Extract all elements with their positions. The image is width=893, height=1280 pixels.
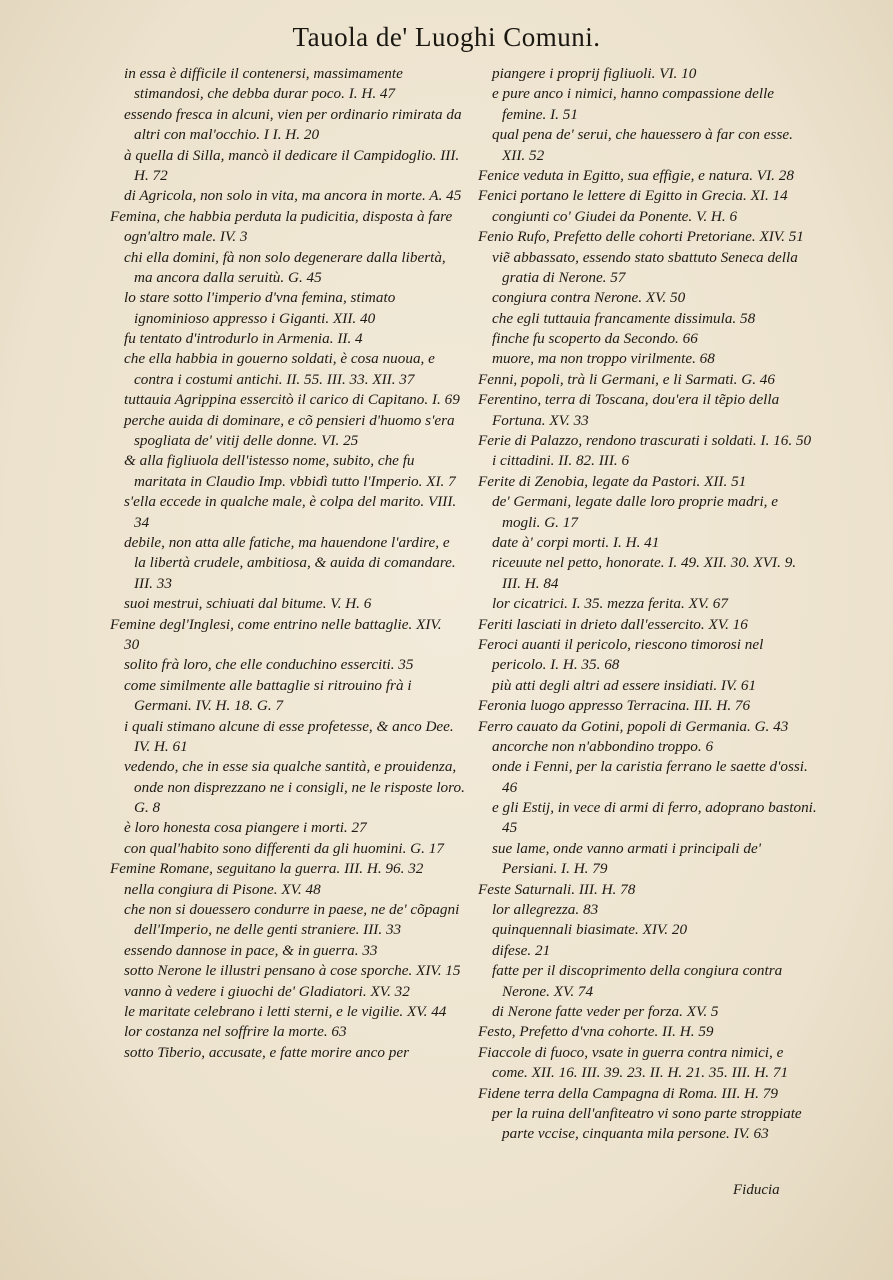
index-entry-line: la libertà crudele, ambitiosa, & auida di comandare.: [134, 554, 456, 572]
index-entry-line: s'ella eccede in qualche male, è colpa del marito. VIII.: [124, 493, 457, 511]
page-title: Tauola de' Luoghi Comuni.: [292, 22, 601, 52]
index-entry-line: sue lame, onde vanno armati i principali de': [492, 839, 761, 857]
index-entry-line: Fenice veduta in Egitto, sua effigie, e natura. VI. 28: [478, 166, 794, 184]
index-entry-line: i cittadini. II. 82. III. 6: [492, 452, 630, 470]
index-entry-line: Ferie di Palazzo, rendono trascurati i soldati. I. 16. 50: [478, 432, 812, 450]
index-entry-line: è loro honesta cosa piangere i morti. 27: [124, 819, 367, 837]
index-entry: [478, 737, 828, 757]
index-entry-line: XII. 52: [502, 146, 545, 164]
index-entry-line: ma ancora dalla seruitù. G. 45: [134, 268, 322, 286]
index-entry-line: come similmente alle battaglie si ritrouino frà i: [124, 676, 412, 694]
index-entry: [478, 349, 828, 369]
index-entry-line: 30: [124, 635, 140, 653]
index-entry-line: lor cicatrici. I. 35. mezza ferita. XV. 67: [492, 595, 728, 613]
index-entry-line: difese. 21: [492, 941, 551, 959]
index-entry: [110, 594, 472, 614]
index-entry: [110, 1002, 472, 1022]
index-entry: [478, 64, 828, 84]
index-entry: [478, 920, 828, 940]
index-entry: [110, 818, 472, 838]
index-entry-line: Ferentino, terra di Toscana, dou'era il tẽpio della: [478, 391, 780, 409]
index-entry-line: i quali stimano alcune di esse profetesse, & anco Dee.: [124, 717, 454, 735]
index-entry-line: lo stare sotto l'imperio d'vna femina, stimato: [124, 289, 396, 307]
index-entry: [478, 615, 828, 635]
index-entry-line: Fidene terra della Campagna di Roma. III. H. 79: [478, 1084, 778, 1102]
index-entry-line: Feronia luogo appresso Terracina. III. H. 76: [478, 697, 751, 715]
index-entry: [110, 451, 472, 492]
index-entry-line: finche fu scoperto da Secondo. 66: [492, 330, 698, 348]
index-entry: [110, 757, 472, 818]
index-entry: [110, 839, 472, 859]
index-entry-line: Femine Romane, seguitano la guerra. III. H. 96. 32: [110, 860, 424, 878]
index-entry: [478, 309, 828, 329]
index-entry: [110, 1022, 472, 1042]
index-entry: [110, 941, 472, 961]
index-entry-line: femine. I. 51: [502, 105, 578, 123]
index-entry: [478, 227, 828, 247]
index-entry-line: vanno à vedere i giuochi de' Gladiatori. XV. 32: [124, 982, 410, 1000]
index-entry-line: Fortuna. XV. 33: [492, 411, 589, 429]
index-entry: [110, 880, 472, 900]
index-entry-line: perche auida di dominare, e cõ pensieri d'huomo s'era: [124, 411, 455, 429]
index-entry: [110, 533, 472, 594]
index-entry-line: de' Germani, legate dalle loro proprie madri, e: [492, 493, 779, 511]
index-entry: [478, 1002, 828, 1022]
index-entry-line: e pure anco i nimici, hanno compassione delle: [492, 85, 775, 103]
index-entry-line: debile, non atta alle fatiche, ma hauendone l'ardire, e: [124, 533, 450, 551]
index-entry-line: di Agricola, non solo in vita, ma ancora in morte. A. 45: [124, 187, 462, 205]
index-entry: [478, 1104, 828, 1145]
index-entry-line: viẽ abbassato, essendo stato sbattuto Seneca della: [492, 248, 798, 266]
index-entry: [110, 900, 472, 941]
index-entry-line: nella congiura di Pisone. XV. 48: [124, 880, 321, 898]
index-entry: [478, 717, 828, 737]
index-entry: [478, 635, 828, 676]
index-entry-line: G. 8: [134, 799, 161, 817]
index-entry-line: onde non disprezzano ne i consigli, ne le risposte loro.: [134, 778, 465, 796]
index-entry-line: III. H. 84: [502, 574, 559, 592]
index-entry-line: ignominioso appresso i Giganti. XII. 40: [134, 309, 376, 327]
index-entry-line: IV. H. 61: [134, 737, 188, 755]
index-entry: [478, 329, 828, 349]
index-entry-line: mogli. G. 17: [502, 513, 578, 531]
index-entry: [110, 492, 472, 533]
index-entry-line: quinquennali biasimate. XIV. 20: [492, 921, 688, 939]
index-entry: [478, 839, 828, 880]
index-entry: [478, 757, 828, 798]
index-entry-line: date à' corpi morti. I. H. 41: [492, 533, 660, 551]
index-entry-line: con qual'habito sono differenti da gli huomini. G. 17: [124, 839, 444, 857]
index-entry-line: Nerone. XV. 74: [502, 982, 594, 1000]
index-entry-line: che ella habbia in gouerno soldati, è cosa nuoua, e: [124, 350, 435, 368]
index-entry: [110, 676, 472, 717]
index-entry: [110, 859, 472, 879]
index-entry-line: dell'Imperio, ne delle genti straniere. III. 33: [134, 921, 402, 939]
index-entry-line: Festo, Prefetto d'vna cohorte. II. H. 59: [478, 1023, 714, 1041]
index-entry-line: muore, ma non troppo virilmente. 68: [492, 350, 715, 368]
index-entry-line: Feriti lasciati in drieto dall'essercito. XV. 16: [478, 615, 748, 633]
index-entry: [478, 798, 828, 839]
index-entry-line: le maritate celebrano i letti sterni, e le vigilie. XV. 44: [124, 1002, 447, 1020]
index-entry-line: che non si douessero condurre in paese, ne de' cõpagni: [124, 901, 460, 919]
index-entry: [478, 594, 828, 614]
index-entry: [110, 615, 472, 656]
index-entry: [478, 390, 828, 431]
index-entry-line: solito frà loro, che elle conduchino esserciti. 35: [124, 656, 414, 674]
index-entry-line: qual pena de' serui, che hauessero à far con esse.: [492, 126, 793, 144]
index-entry: [478, 1043, 828, 1084]
index-entry-line: Fenici portano le lettere di Egitto in Grecia. XI. 14: [478, 187, 788, 205]
index-entry: [110, 248, 472, 289]
index-entry-line: riceuute nel petto, honorate. I. 49. XII. 30. XVI. 9.: [492, 554, 797, 572]
index-entry: [110, 207, 472, 248]
index-entry: [478, 533, 828, 553]
index-entry: [110, 146, 472, 187]
index-entry: [110, 717, 472, 758]
index-entry-line: Feste Saturnali. III. H. 78: [478, 880, 636, 898]
index-entry: [110, 390, 472, 410]
index-entry: [478, 84, 828, 125]
index-entry-line: à quella di Silla, mancò il dedicare il Campidoglio. III.: [124, 146, 460, 164]
catchword: Fiducia: [733, 1182, 780, 1198]
index-entry: [478, 1084, 828, 1104]
index-entry-line: Fiaccole di fuoco, vsate in guerra contra nimici, e: [478, 1043, 784, 1061]
index-entry-line: ogn'altro male. IV. 3: [124, 228, 248, 246]
index-column-right: [478, 64, 828, 1145]
index-entry: [478, 696, 828, 716]
index-entry-line: fatte per il discoprimento della congiura contra: [492, 962, 783, 980]
index-entry-line: tuttauia Agrippina essercitò il carico di Capitano. I. 69: [124, 391, 460, 409]
index-entry-line: maritata in Claudio Imp. vbbidì tutto l'Imperio. XI. 7: [134, 472, 456, 490]
index-entry-line: Femina, che habbia perduta la pudicitia, disposta à fare: [110, 207, 453, 225]
index-entry-line: come. XII. 16. III. 39. 23. II. H. 21. 35. III. H. 71: [492, 1064, 789, 1082]
index-entry-line: fu tentato d'introdurlo in Armenia. II. 4: [124, 330, 363, 348]
index-entry-line: Fenio Rufo, Prefetto delle cohorti Pretoriane. XIV. 51: [478, 228, 804, 246]
index-entry-line: & alla figliuola dell'istesso nome, subito, che fu: [124, 452, 415, 470]
index-entry-line: gratia di Nerone. 57: [502, 268, 626, 286]
index-entry-line: altri con mal'occhio. I I. H. 20: [134, 126, 320, 144]
index-entry-line: che egli tuttauia francamente dissimula. 58: [492, 309, 756, 327]
index-entry: [478, 961, 828, 1002]
index-entry-line: Fenni, popoli, trà li Germani, e li Sarmati. G. 46: [478, 370, 775, 388]
index-entry: [110, 411, 472, 452]
index-entry-line: ancorche non n'abbondino troppo. 6: [492, 737, 714, 755]
index-entry-line: Persiani. I. H. 79: [502, 860, 608, 878]
index-entry: [478, 207, 828, 227]
index-entry-line: sotto Nerone le illustri pensano à cose sporche. XIV. 15: [124, 962, 461, 980]
index-entry-line: suoi mestrui, schiuati dal bitume. V. H. 6: [124, 595, 372, 613]
index-entry: [110, 961, 472, 981]
index-entry-line: lor allegrezza. 83: [492, 901, 599, 919]
index-entry: [478, 288, 828, 308]
index-entry: [110, 349, 472, 390]
index-entry-line: III. 33: [134, 574, 172, 592]
index-entry-line: Feroci auanti il pericolo, riescono timorosi nel: [478, 635, 764, 653]
index-entry: [478, 880, 828, 900]
index-entry: [110, 329, 472, 349]
index-entry-line: e gli Estij, in vece di armi di ferro, adoprano bastoni.: [492, 799, 817, 817]
index-entry-line: stimandosi, che debba durar poco. I. H. 47: [134, 85, 396, 103]
index-entry: [110, 105, 472, 146]
index-column-left: [110, 64, 472, 1063]
index-entry: [478, 1022, 828, 1042]
index-entry-line: di Nerone fatte veder per forza. XV. 5: [492, 1002, 719, 1020]
index-entry-line: più atti degli altri ad essere insidiati. IV. 61: [492, 676, 757, 694]
index-entry-line: pericolo. I. H. 35. 68: [492, 656, 620, 674]
index-entry-line: sotto Tiberio, accusate, e fatte morire anco per: [124, 1043, 410, 1061]
index-entry: [478, 166, 828, 186]
index-entry-line: parte vccise, cinquanta mila persone. IV. 63: [502, 1125, 769, 1143]
index-entry-line: 34: [134, 513, 150, 531]
index-entry: [110, 186, 472, 206]
index-entry-line: in essa è difficile il contenersi, massimamente: [124, 65, 403, 82]
index-entry-line: congiura contra Nerone. XV. 50: [492, 289, 686, 307]
index-entry-line: essendo dannose in pace, & in guerra. 33: [124, 941, 378, 959]
index-entry-line: piangere i proprij figliuoli. VI. 10: [492, 65, 697, 82]
index-entry-line: vedendo, che in esse sia qualche santità, e prouidenza,: [124, 758, 457, 776]
index-entry-line: spogliata de' vitij delle donne. VI. 25: [134, 432, 359, 450]
index-entry: [110, 64, 472, 105]
index-entry: [478, 431, 828, 451]
index-entry: [478, 676, 828, 696]
index-entry-line: 45: [502, 819, 518, 837]
index-entry-line: chi ella domini, fà non solo degenerare dalla libertà,: [124, 248, 446, 266]
index-entry-line: Ferro cauato da Gotini, popoli di Germania. G. 43: [478, 717, 789, 735]
index-entry: [110, 288, 472, 329]
index-entry: [478, 248, 828, 289]
index-entry-line: 46: [502, 778, 518, 796]
index-entry-line: Germani. IV. H. 18. G. 7: [134, 697, 284, 715]
index-entry: [478, 125, 828, 166]
index-entry: [478, 553, 828, 594]
index-entry-line: per la ruina dell'anfiteatro vi sono parte stroppiate: [492, 1104, 802, 1122]
index-entry-line: congiunti co' Giudei da Ponente. V. H. 6: [492, 207, 738, 225]
index-entry-line: Ferite di Zenobia, legate da Pastori. XII. 51: [478, 472, 747, 490]
index-entry: [478, 186, 828, 206]
index-entry: [110, 655, 472, 675]
index-entry: [478, 941, 828, 961]
index-entry-line: H. 72: [134, 166, 168, 184]
index-entry: [478, 492, 828, 533]
index-entry-line: Femine degl'Inglesi, come entrino nelle battaglie. XIV.: [110, 615, 442, 633]
index-entry: [478, 900, 828, 920]
index-entry-line: lor costanza nel soffrire la morte. 63: [124, 1023, 347, 1041]
index-entry: [478, 370, 828, 390]
index-entry-line: essendo fresca in alcuni, vien per ordinario rimirata da: [124, 105, 462, 123]
index-entry: [478, 451, 828, 471]
index-entry-line: onde i Fenni, per la caristia ferrano le saette d'ossi.: [492, 758, 808, 776]
index-entry-line: contra i costumi antichi. II. 55. III. 33. XII. 37: [134, 370, 415, 388]
index-entry: [110, 982, 472, 1002]
index-entry: [478, 472, 828, 492]
index-entry: [110, 1043, 472, 1063]
